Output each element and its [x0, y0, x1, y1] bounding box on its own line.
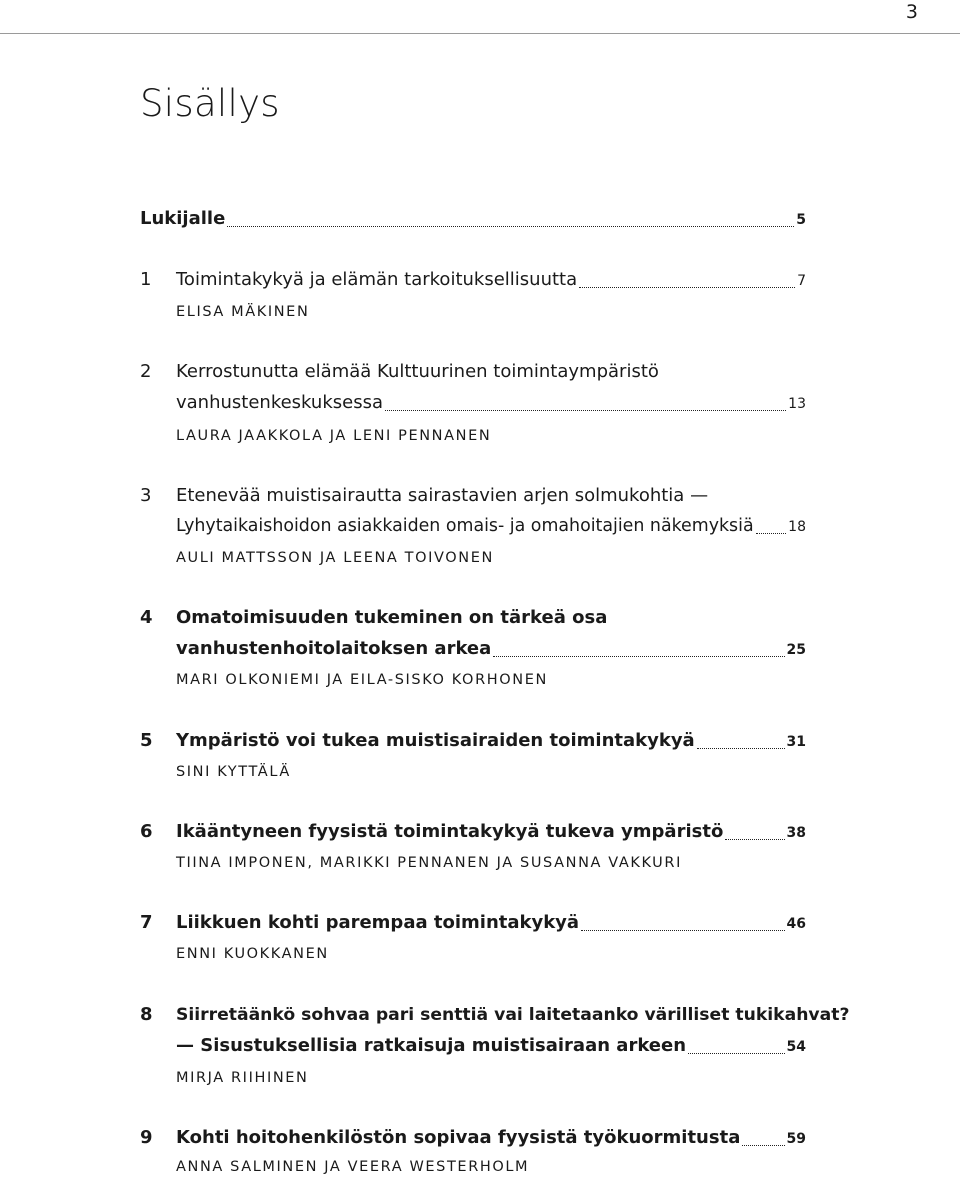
entry-author: ELISA MÄKINEN — [176, 304, 310, 320]
dot-leader — [579, 287, 795, 288]
entry-page: 18 — [788, 519, 806, 535]
entry-title-line-2: Lyhytaikaishoidon asiakkaiden omais- ja omahoitajien näkemyksiä — [176, 516, 754, 536]
dot-leader — [227, 226, 794, 227]
entry-page: 59 — [786, 1131, 806, 1147]
entry-title-line-2: vanhustenhoitolaitoksen arkea — [176, 638, 492, 659]
toc-entry-6[interactable] — [140, 817, 806, 847]
entry-page: 13 — [788, 396, 806, 412]
entry-author: TIINA IMPONEN, MARIKKI PENNANEN JA SUSANNA VAKKURI — [176, 855, 682, 871]
toc-entry-8-cont[interactable] — [176, 1031, 806, 1061]
entry-title-line-2: — Sisustuksellisia ratkaisuja muistisairaan arkeen — [176, 1035, 687, 1056]
entry-number: 4 — [140, 607, 153, 628]
entry-page: 7 — [797, 273, 806, 289]
dot-leader — [697, 748, 785, 749]
toc-entry-2[interactable] — [140, 357, 806, 387]
entry-page: 46 — [786, 916, 806, 932]
header-rule — [0, 33, 960, 34]
toc-entry-9[interactable] — [140, 1123, 806, 1153]
entry-page: 31 — [786, 734, 806, 750]
entry-title: Kohti hoitohenkilöstön sopivaa fyysistä työkuormitusta — [176, 1127, 741, 1148]
dot-leader — [756, 533, 787, 534]
entry-number: 9 — [140, 1127, 153, 1148]
entry-number: 1 — [140, 269, 152, 290]
entry-title-line-1: Etenevää muistisairautta sairastavien arjen solmukohtia — — [176, 485, 709, 506]
entry-author: MIRJA RIIHINEN — [176, 1070, 309, 1086]
entry-number: 8 — [140, 1004, 153, 1025]
entry-title-line-2: vanhustenkeskuksessa — [176, 392, 383, 413]
entry-title-line-1: Siirretäänkö sohvaa pari senttiä vai laitetaanko värilliset tukikahvat? — [176, 1005, 850, 1025]
entry-title: Liikkuen kohti parempaa toimintakykyä — [176, 912, 580, 933]
entry-page: 54 — [786, 1039, 806, 1055]
entry-title: Lukijalle — [140, 208, 226, 229]
toc-entry-8[interactable] — [140, 1000, 850, 1030]
toc-entry-1[interactable] — [140, 265, 806, 295]
toc-entry-7[interactable] — [140, 908, 806, 938]
entry-title: Ympäristö voi tukea muistisairaiden toimintakykyä — [176, 730, 695, 751]
entry-author: ANNA SALMINEN JA VEERA WESTERHOLM — [176, 1159, 530, 1175]
dot-leader — [725, 839, 784, 840]
entry-title-line-1: Omatoimisuuden tukeminen on tärkeä osa — [176, 607, 608, 628]
entry-number: 6 — [140, 821, 153, 842]
dot-leader — [742, 1145, 784, 1146]
toc-entry-4-cont[interactable] — [176, 634, 806, 664]
entry-number: 5 — [140, 730, 153, 751]
entry-author: ENNI KUOKKANEN — [176, 946, 329, 962]
dot-leader — [581, 930, 784, 931]
entry-author: LAURA JAAKKOLA JA LENI PENNANEN — [176, 428, 492, 444]
entry-page: 5 — [796, 212, 806, 228]
page-number: 3 — [905, 1, 918, 23]
toc-entry-2-cont[interactable] — [176, 388, 806, 418]
entry-number: 3 — [140, 485, 152, 506]
entry-number: 7 — [140, 912, 153, 933]
toc-entry-3-cont[interactable] — [176, 511, 806, 541]
toc-entry-3[interactable] — [140, 481, 806, 511]
entry-title-line-1: Kerrostunutta elämää Kulttuurinen toimintaympäristö — [176, 361, 659, 382]
toc-entry-4[interactable] — [140, 603, 806, 633]
toc-entry-5[interactable] — [140, 726, 806, 756]
entry-page: 25 — [786, 642, 806, 658]
dot-leader — [688, 1053, 784, 1054]
dot-leader — [493, 656, 784, 657]
entry-author: AULI MATTSSON JA LEENA TOIVONEN — [176, 550, 494, 566]
entry-title: Ikääntyneen fyysistä toimintakykyä tukeva ympäristö — [176, 821, 724, 842]
entry-number: 2 — [140, 361, 152, 382]
entry-author: MARI OLKONIEMI JA EILA-SISKO KORHONEN — [176, 672, 548, 688]
entry-author: SINI KYTTÄLÄ — [176, 764, 291, 780]
page-title: Sisällys — [140, 82, 280, 125]
entry-title: Toimintakykyä ja elämän tarkoituksellisuutta — [176, 269, 578, 290]
toc-entry-foreword[interactable] — [140, 204, 806, 234]
entry-page: 38 — [786, 825, 806, 841]
dot-leader — [385, 410, 786, 411]
